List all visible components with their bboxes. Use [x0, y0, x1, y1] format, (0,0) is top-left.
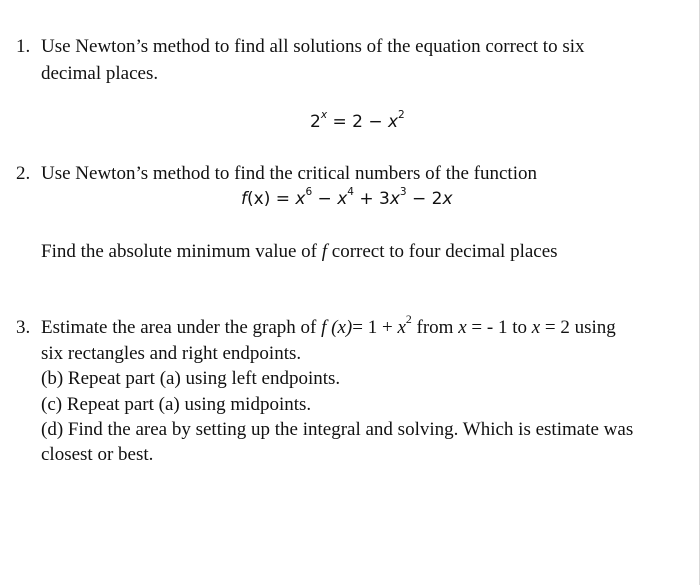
problem-3-text-line-2: six rectangles and right endpoints.: [41, 343, 302, 364]
problem-3-part-d-continued: closest or best.: [41, 444, 154, 465]
problem-1-equation: $2^x = 2 - x^2$: [310, 109, 405, 132]
problem-1-number: 1.: [16, 36, 31, 57]
problem-3-part-c: (c) Repeat part (a) using midpoints.: [41, 394, 312, 415]
problem-3-part-d: (d) Find the area by setting up the integral and solving. Which is estimate was: [41, 419, 634, 440]
problem-3-number: 3.: [16, 317, 31, 338]
problem-2-followup: Find the absolute minimum value of f correct to four decimal places: [41, 241, 558, 262]
problem-3-part-b: (b) Repeat part (a) using left endpoints.: [41, 368, 341, 389]
problem-2-equation: $f(x) = x^6 - x^4 + 3x^3 - 2x$: [241, 186, 453, 209]
problem-1-text-line-1: Use Newton’s method to find all solutions of the equation correct to six: [41, 36, 585, 57]
problem-1-text-line-2: decimal places.: [41, 63, 159, 84]
problem-3-text-line-1: Estimate the area under the graph of f $(x)= 1 + x^2$ from x = - 1 to x = 2 using: [41, 313, 616, 338]
problem-2-text-line-1: Use Newton’s method to find the critical numbers of the function: [41, 163, 537, 184]
problem-2-number: 2.: [16, 163, 31, 184]
